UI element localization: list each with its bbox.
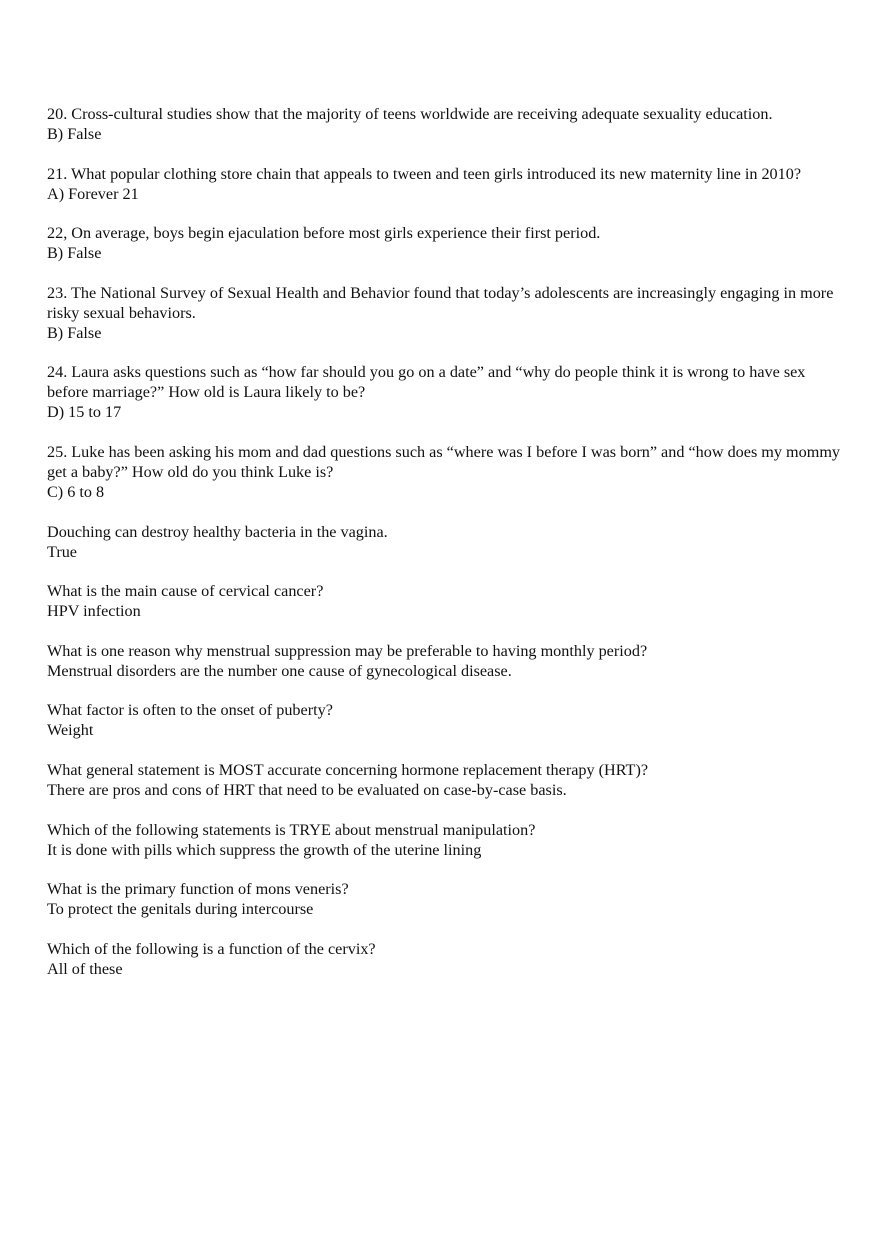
answer-text: B) False [47, 323, 102, 342]
answer-text: D) 15 to 17 [47, 403, 122, 422]
question-text: 21. What popular clothing store chain that appeals to tween and teen girls introduced its new maternity line in 2010? [47, 164, 802, 183]
question-text: Which of the following is a function of the cervix? [47, 939, 376, 958]
question-text: What is one reason why menstrual suppression may be preferable to having monthly period? [47, 641, 648, 660]
qa-item [47, 283, 847, 343]
qa-item [47, 164, 847, 204]
qa-item [47, 700, 847, 740]
answer-text: It is done with pills which suppress the growth of the uterine lining [47, 840, 482, 859]
answer-text: C) 6 to 8 [47, 482, 105, 501]
qa-item [47, 939, 847, 979]
qa-item [47, 442, 847, 502]
question-text: What is the main cause of cervical cancer? [47, 582, 324, 601]
question-list [47, 104, 847, 998]
answer-text: All of these [47, 959, 123, 978]
question-text: 24. Laura asks questions such as “how far should you go on a date” and “why do people think it is wrong to have sex before marriage?” How old is Laura likely to be? [47, 363, 806, 402]
question-text: What is the primary function of mons veneris? [47, 880, 349, 899]
question-text: What factor is often to the onset of puberty? [47, 701, 333, 720]
answer-text: HPV infection [47, 602, 141, 621]
answer-text: A) Forever 21 [47, 184, 139, 203]
answer-text: Weight [47, 721, 94, 740]
qa-item [47, 641, 847, 681]
question-text: 25. Luke has been asking his mom and dad questions such as “where was I before I was born” and “how does my mommy get a baby?” How old do you think Luke is? [47, 442, 840, 481]
qa-item [47, 223, 847, 263]
qa-item [47, 879, 847, 919]
qa-item [47, 362, 847, 422]
question-text: What general statement is MOST accurate concerning hormone replacement therapy (HRT)? [47, 760, 649, 779]
qa-item [47, 760, 847, 800]
answer-text: There are pros and cons of HRT that need to be evaluated on case-by-case basis. [47, 780, 567, 799]
question-text: 22, On average, boys begin ejaculation before most girls experience their first period. [47, 224, 601, 243]
question-text: Which of the following statements is TRYE about menstrual manipulation? [47, 820, 536, 839]
answer-text: B) False [47, 244, 102, 263]
qa-item [47, 581, 847, 621]
qa-item [47, 522, 847, 562]
qa-item [47, 820, 847, 860]
qa-item [47, 104, 847, 144]
question-text: 20. Cross-cultural studies show that the majority of teens worldwide are receiving adequate sexuality education. [47, 105, 773, 123]
answer-text: True [47, 542, 77, 561]
answer-text: Menstrual disorders are the number one cause of gynecological disease. [47, 661, 512, 680]
question-text: 23. The National Survey of Sexual Health and Behavior found that today’s adolescents are increasingly engaging in more risky sexual behaviors. [47, 283, 834, 322]
question-text: Douching can destroy healthy bacteria in the vagina. [47, 522, 388, 541]
answer-text: B) False [47, 125, 102, 143]
answer-text: To protect the genitals during intercourse [47, 900, 314, 919]
